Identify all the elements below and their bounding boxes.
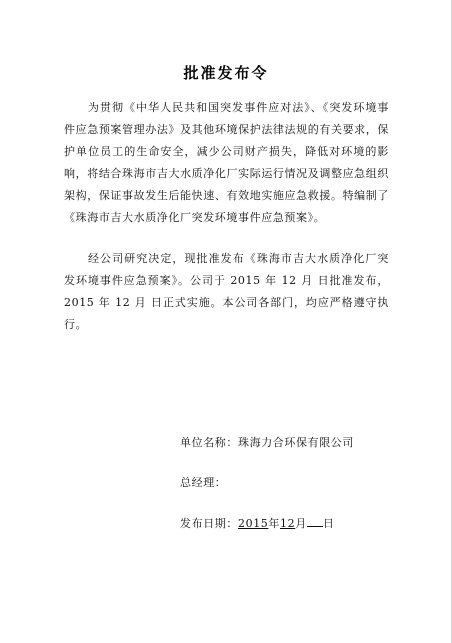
date-day-blank xyxy=(307,516,323,527)
company-line xyxy=(180,434,354,450)
date-month: 12 xyxy=(280,517,296,530)
manager-line xyxy=(180,474,226,490)
release-date-line xyxy=(180,515,334,531)
date-label: 发布日期： xyxy=(180,517,238,530)
company-name: 珠海力合环保有限公司 xyxy=(238,436,354,449)
manager-label: 总经理： xyxy=(180,476,227,489)
paragraph-2: 经公司研究决定，现批准发布《珠海市吉大水质净化厂突发环境事件应急预案》。公司于 2015 年 12 月 日批准发布，2015 年 12 月 日正式实施。本公司各部门，均应严格遵守执行。 xyxy=(64,252,389,331)
company-label: 单位名称： xyxy=(180,436,238,449)
date-year-unit: 年 xyxy=(268,517,281,530)
date-day-unit: 日 xyxy=(322,517,335,530)
document-title: 批准发布令 xyxy=(183,64,269,82)
date-year: 2015 xyxy=(238,517,269,530)
paragraph-1: 为贯彻《中华人民共和国突发事件应对法》、《突发环境事件应急预案管理办法》及其他环境保护法律法规的有关要求，保护单位员工的生命安全，减少公司财产损失，降低对环境的影响，将结合珠海市吉大水质净化厂实际运行情况及调整应急组织架构，保证事故发生后能快速、有效地实施应急救援。特编制了《珠海市吉大水质净化厂突发环境事件应急预案》。 xyxy=(64,101,389,224)
date-month-unit: 月 xyxy=(295,517,307,530)
